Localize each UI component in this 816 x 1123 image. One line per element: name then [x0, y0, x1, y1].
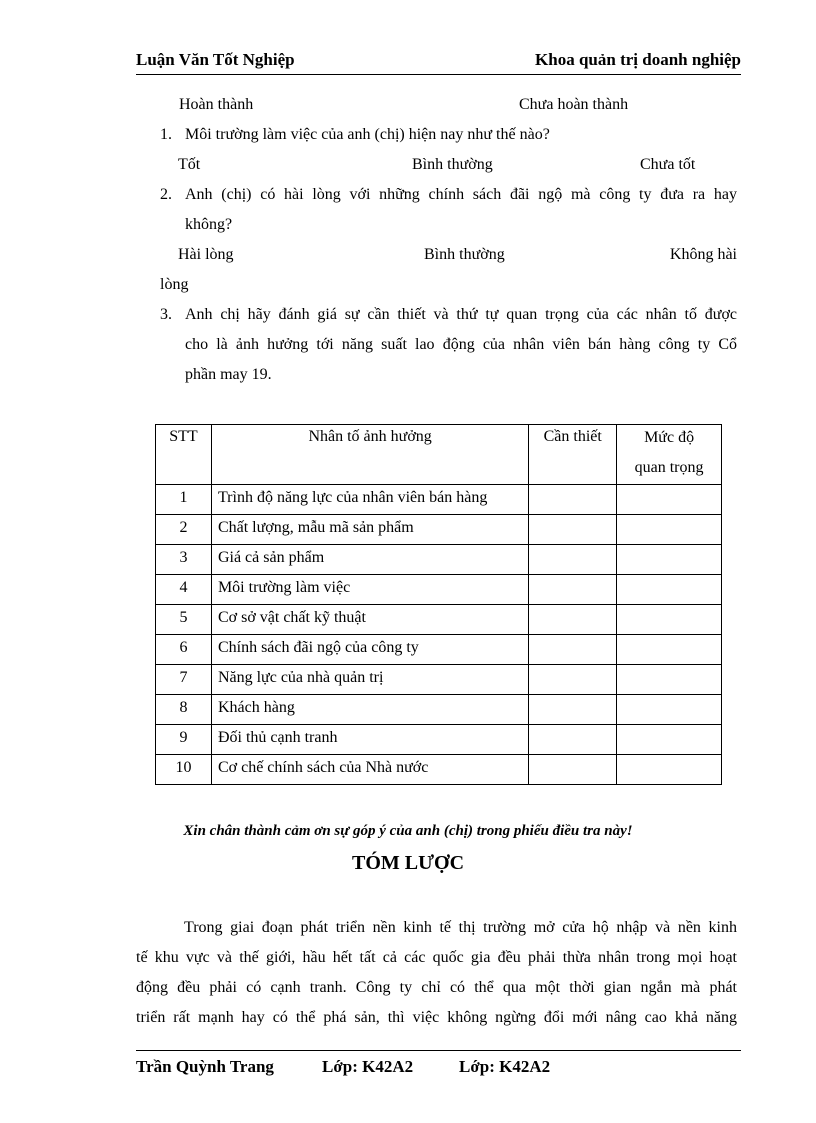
question-2-option-unsatisfied: Không hài	[669, 246, 737, 263]
necessity-cell[interactable]	[529, 635, 617, 665]
row-factor: Đối thủ cạnh tranh	[211, 725, 528, 755]
question-3-line-3: phần may 19.	[185, 366, 272, 383]
summary-line-1: Trong giai đoạn phát triển nền kinh tế thị trường mở cửa hộ nhập và nền kinh	[184, 919, 737, 936]
necessity-cell[interactable]	[529, 545, 617, 575]
row-stt: 10	[156, 755, 212, 785]
table-header-row	[156, 425, 722, 485]
table-row	[156, 545, 722, 575]
row-stt: 8	[156, 695, 212, 725]
header-factor: Nhân tố ảnh hưởng	[211, 425, 528, 485]
necessity-cell[interactable]	[529, 755, 617, 785]
row-factor: Môi trường làm việc	[211, 575, 528, 605]
header-stt: STT	[156, 425, 212, 485]
summary-line-4: triển rất mạnh hay có thể phá sản, thì việc không ngừng đổi mới nâng cao khả năng	[136, 1009, 737, 1026]
row-factor: Giá cả sản phẩm	[211, 545, 528, 575]
question-1-option-normal: Bình thường	[412, 156, 493, 173]
section-title: TÓM LƯỢC	[351, 852, 465, 874]
table-row	[156, 665, 722, 695]
importance-cell[interactable]	[617, 515, 722, 545]
question-3-line-1: Anh chị hãy đánh giá sự cần thiết và thứ tự quan trọng của các nhân tố được	[185, 306, 737, 323]
row-factor: Trình độ năng lực của nhân viên bán hàng	[211, 485, 528, 515]
question-1-option-bad: Chưa tốt	[640, 156, 696, 173]
factor-rating-table	[155, 424, 722, 785]
question-2-line-1: Anh (chị) có hài lòng với những chính sách đãi ngộ mà công ty đưa ra hay	[185, 186, 737, 203]
table-row	[156, 725, 722, 755]
row-stt: 9	[156, 725, 212, 755]
header-necessity: Cần thiết	[529, 425, 617, 485]
header-importance-line-1: Mức độ	[644, 429, 695, 446]
question-3-number: 3.	[160, 306, 172, 323]
row-stt: 3	[156, 545, 212, 575]
importance-cell[interactable]	[617, 605, 722, 635]
necessity-cell[interactable]	[529, 695, 617, 725]
option-not-completed: Chưa hoàn thành	[519, 96, 629, 113]
row-factor: Năng lực của nhà quản trị	[211, 665, 528, 695]
summary-line-3: động đều phải có cạnh tranh. Công ty chỉ có thể qua một thời gian ngắn mà phát	[136, 979, 737, 996]
question-2-number: 2.	[160, 186, 172, 203]
row-factor: Khách hàng	[211, 695, 528, 725]
row-stt: 4	[156, 575, 212, 605]
row-factor: Cơ sở vật chất kỹ thuật	[211, 605, 528, 635]
necessity-cell[interactable]	[529, 665, 617, 695]
header-left-title: Luận Văn Tốt Nghiệp	[136, 50, 295, 69]
question-1-text: Môi trường làm việc của anh (chị) hiện nay như thế nào?	[185, 126, 550, 143]
necessity-cell[interactable]	[529, 725, 617, 755]
page-footer	[136, 1050, 741, 1076]
importance-cell[interactable]	[617, 755, 722, 785]
importance-cell[interactable]	[617, 635, 722, 665]
table-row	[156, 605, 722, 635]
necessity-cell[interactable]	[529, 515, 617, 545]
importance-cell[interactable]	[617, 485, 722, 515]
necessity-cell[interactable]	[529, 605, 617, 635]
table-row	[156, 695, 722, 725]
importance-cell[interactable]	[617, 725, 722, 755]
footer-class-2: Lớp: K42A2	[459, 1057, 551, 1076]
table-row	[156, 755, 722, 785]
necessity-cell[interactable]	[529, 485, 617, 515]
table-row	[156, 485, 722, 515]
row-stt: 7	[156, 665, 212, 695]
header-importance	[617, 425, 722, 485]
question-3-line-2: cho là ảnh hưởng tới năng suất lao động của nhân viên bán hàng công ty Cổ	[185, 336, 737, 353]
importance-cell[interactable]	[617, 665, 722, 695]
row-stt: 5	[156, 605, 212, 635]
thank-you-note: Xin chân thành cảm ơn sự góp ý của anh (chị) trong phiếu điều tra này!	[183, 823, 633, 839]
question-2-option-normal: Bình thường	[424, 246, 505, 263]
importance-cell[interactable]	[617, 575, 722, 605]
row-factor: Chính sách đãi ngộ của công ty	[211, 635, 528, 665]
header-right-title: Khoa quản trị doanh nghiệp	[535, 50, 741, 69]
footer-class-1: Lớp: K42A2	[322, 1057, 414, 1076]
summary-line-2: tế khu vực và thế giới, hầu hết tất cả các quốc gia đều phải thừa nhân trong mọi hoạt	[136, 949, 737, 966]
question-2-line-2: không?	[185, 216, 233, 233]
importance-cell[interactable]	[617, 545, 722, 575]
row-factor: Cơ chế chính sách của Nhà nước	[211, 755, 528, 785]
row-stt: 1	[156, 485, 212, 515]
question-1-number: 1.	[160, 126, 172, 143]
option-completed: Hoàn thành	[179, 96, 254, 113]
question-2-option-wrap: lòng	[160, 276, 189, 293]
page-header	[136, 46, 741, 75]
necessity-cell[interactable]	[529, 575, 617, 605]
table-row	[156, 635, 722, 665]
footer-author: Trần Quỳnh Trang	[136, 1057, 274, 1076]
question-1-option-good: Tốt	[178, 156, 201, 173]
importance-cell[interactable]	[617, 695, 722, 725]
table-row	[156, 515, 722, 545]
row-stt: 6	[156, 635, 212, 665]
row-stt: 2	[156, 515, 212, 545]
question-2-option-satisfied: Hài lòng	[178, 246, 234, 263]
table-row	[156, 575, 722, 605]
header-importance-line-2: quan trọng	[634, 459, 704, 476]
row-factor: Chất lượng, mẫu mã sản phẩm	[211, 515, 528, 545]
